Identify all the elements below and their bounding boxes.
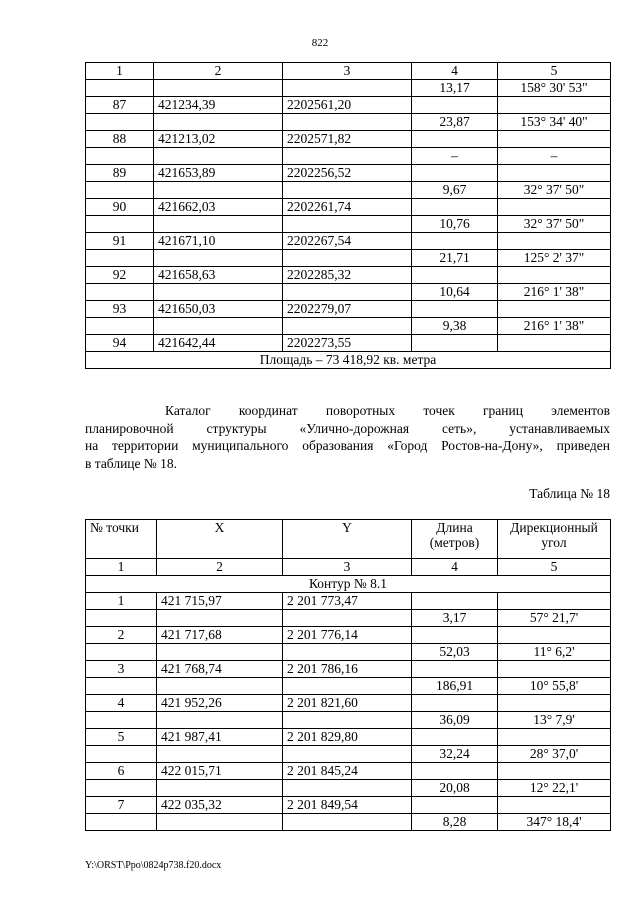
table-cell: 421671,10: [154, 233, 283, 250]
table-cell: 421 987,41: [157, 729, 283, 746]
table-cell: [498, 763, 611, 780]
table-cell: [498, 301, 611, 318]
table-cell: 2202267,54: [283, 233, 412, 250]
table-cell: 52,03: [412, 644, 498, 661]
table-row: [86, 661, 611, 678]
table-cell: [412, 97, 498, 114]
table-cell: [498, 97, 611, 114]
table-cell: 421658,63: [154, 267, 283, 284]
coordinates-table-continued: [85, 62, 611, 369]
table-cell: [283, 182, 412, 199]
table-cell: 421642,44: [154, 335, 283, 352]
table-cell: 4: [412, 559, 498, 576]
table-cell: 2202285,32: [283, 267, 412, 284]
table-cell: [86, 216, 154, 233]
table-row: [86, 678, 611, 695]
table-cell: [157, 610, 283, 627]
table-cell: 2202571,82: [283, 131, 412, 148]
table-cell: 21,71: [412, 250, 498, 267]
table-cell: [86, 80, 154, 97]
table-cell: 4: [86, 695, 157, 712]
table-cell: [86, 780, 157, 797]
table-cell: 421650,03: [154, 301, 283, 318]
table-row: [86, 763, 611, 780]
table-cell: 421662,03: [154, 199, 283, 216]
table-header-row: [86, 520, 611, 559]
table-cell: [498, 335, 611, 352]
table-row: [86, 335, 611, 352]
table-cell: 2: [86, 627, 157, 644]
table-cell: 9,67: [412, 182, 498, 199]
table-row: [86, 233, 611, 250]
table-cell: X: [157, 520, 283, 559]
catalog-paragraph: [85, 402, 610, 472]
table-cell: 6: [86, 763, 157, 780]
table-cell: [498, 267, 611, 284]
table-cell: 13,17: [412, 80, 498, 97]
table-cell: 1: [86, 593, 157, 610]
table-cell: 89: [86, 165, 154, 182]
table-cell: 2 201 773,47: [283, 593, 412, 610]
table-row: [86, 797, 611, 814]
table-cell: 57° 21,7': [498, 610, 611, 627]
table-cell: 5: [86, 729, 157, 746]
table-row: [86, 610, 611, 627]
table-row: [86, 182, 611, 199]
table-cell: 9,38: [412, 318, 498, 335]
table-cell: [283, 746, 412, 763]
table-cell: 87: [86, 97, 154, 114]
table-cell: [412, 267, 498, 284]
table-row: [86, 165, 611, 182]
table-cell: 92: [86, 267, 154, 284]
table-cell: 2202273,55: [283, 335, 412, 352]
table-cell: [498, 165, 611, 182]
table-cell: [86, 610, 157, 627]
table-row: [86, 318, 611, 335]
paragraph-line: в таблице № 18.: [85, 455, 178, 471]
table-cell: [157, 678, 283, 695]
table-cell: [283, 148, 412, 165]
table-cell: 23,87: [412, 114, 498, 131]
table-row: [86, 780, 611, 797]
table-cell: Контур № 8.1: [86, 576, 611, 593]
table-cell: [154, 148, 283, 165]
table-cell: 20,08: [412, 780, 498, 797]
table-cell: [412, 335, 498, 352]
coordinates-table-18: [85, 519, 611, 831]
table-cell: –: [412, 148, 498, 165]
table-cell: [154, 284, 283, 301]
table-cell: [498, 695, 611, 712]
table-header-row: [86, 63, 611, 80]
table-cell: 3: [283, 63, 412, 80]
table-cell: [154, 216, 283, 233]
table-cell: 1: [86, 63, 154, 80]
table-cell: [154, 182, 283, 199]
table-row: [86, 199, 611, 216]
table-cell: [412, 797, 498, 814]
table-cell: 32° 37' 50": [498, 216, 611, 233]
table-cell: [86, 318, 154, 335]
area-row: [86, 352, 611, 369]
table-cell: 2202261,74: [283, 199, 412, 216]
table-cell: 36,09: [412, 712, 498, 729]
table-cell: 2 201 786,16: [283, 661, 412, 678]
table-cell: [86, 250, 154, 267]
table-cell: 2 201 829,80: [283, 729, 412, 746]
table-row: [86, 695, 611, 712]
table-cell: [498, 627, 611, 644]
table-cell: 12° 22,1': [498, 780, 611, 797]
table-cell: 421 768,74: [157, 661, 283, 678]
table-cell: 2 201 849,54: [283, 797, 412, 814]
table-cell: [283, 814, 412, 831]
table-cell: [412, 301, 498, 318]
table-cell: 8,28: [412, 814, 498, 831]
table-cell: [412, 627, 498, 644]
table-cell: 421234,39: [154, 97, 283, 114]
table-cell: 2202279,07: [283, 301, 412, 318]
table-cell: 2202561,20: [283, 97, 412, 114]
table-cell: 216° 1' 38": [498, 284, 611, 301]
table-row: [86, 216, 611, 233]
file-path-footer: Y:\ORST\Ppo\0824p738.f20.docx: [85, 860, 222, 871]
table-cell: 153° 34' 40": [498, 114, 611, 131]
table-cell: 32,24: [412, 746, 498, 763]
table-cell: [86, 644, 157, 661]
table-cell: 2202256,52: [283, 165, 412, 182]
table-cell: 421213,02: [154, 131, 283, 148]
table-row: [86, 80, 611, 97]
table-cell: [154, 250, 283, 267]
table-cell: [86, 182, 154, 199]
table-cell: [283, 80, 412, 97]
table-cell: [86, 746, 157, 763]
table-row: [86, 267, 611, 284]
table-cell: 421 952,26: [157, 695, 283, 712]
table-cell: [283, 678, 412, 695]
table-cell: [498, 729, 611, 746]
table-cell: [154, 318, 283, 335]
table-row: [86, 729, 611, 746]
table-cell: 4: [412, 63, 498, 80]
table-cell: 10,64: [412, 284, 498, 301]
table-cell: [412, 661, 498, 678]
table-cell: 2 201 776,14: [283, 627, 412, 644]
table-cell: [283, 216, 412, 233]
contour-row: [86, 576, 611, 593]
table-row: [86, 593, 611, 610]
table-cell: [157, 644, 283, 661]
table-cell: [283, 780, 412, 797]
table-cell: № точки: [86, 520, 157, 559]
table-row: [86, 627, 611, 644]
table-cell: [283, 644, 412, 661]
table-cell: 13° 7,9': [498, 712, 611, 729]
table-cell: [498, 661, 611, 678]
table-cell: 186,91: [412, 678, 498, 695]
table-cell: [498, 131, 611, 148]
table-cell: 421 715,97: [157, 593, 283, 610]
table-cell: [86, 678, 157, 695]
table-row: [86, 131, 611, 148]
page-number: 822: [311, 37, 329, 49]
table-cell: 3: [283, 559, 412, 576]
table-row: [86, 284, 611, 301]
table-cell: [157, 746, 283, 763]
table-cell: 3: [86, 661, 157, 678]
table-cell: 91: [86, 233, 154, 250]
table-cell: [283, 284, 412, 301]
table-cell: [412, 729, 498, 746]
table-cell: [498, 233, 611, 250]
table-cell: 32° 37' 50": [498, 182, 611, 199]
table-cell: 10,76: [412, 216, 498, 233]
table-cell: [154, 114, 283, 131]
table-cell: [498, 593, 611, 610]
table-cell: [283, 610, 412, 627]
table-cell: 125° 2' 37": [498, 250, 611, 267]
table-cell: Дирекционный угол: [498, 520, 611, 559]
paragraph-line: Каталог координат поворотных точек границ элементов: [165, 403, 610, 418]
table-cell: 7: [86, 797, 157, 814]
table-cell: [412, 165, 498, 182]
paragraph-line: планировочной структуры «Улично-дорожная сеть», устанавливаемых: [85, 420, 610, 436]
table-cell: Площадь – 73 418,92 кв. метра: [86, 352, 611, 369]
table-cell: 88: [86, 131, 154, 148]
table-cell: [157, 814, 283, 831]
table-cell: [86, 712, 157, 729]
table-row: [86, 250, 611, 267]
table-cell: 11° 6,2': [498, 644, 611, 661]
table-caption: Таблица № 18: [529, 486, 610, 501]
table-cell: 2 201 845,24: [283, 763, 412, 780]
table-cell: [86, 114, 154, 131]
table-row: [86, 644, 611, 661]
table-cell: [86, 148, 154, 165]
table-cell: 216° 1' 38": [498, 318, 611, 335]
table-cell: [157, 780, 283, 797]
table-cell: [498, 199, 611, 216]
table-cell: Длина (метров): [412, 520, 498, 559]
table-cell: 422 035,32: [157, 797, 283, 814]
table-cell: [154, 80, 283, 97]
table-cell: [86, 814, 157, 831]
table-cell: 158° 30' 53": [498, 80, 611, 97]
table-cell: 422 015,71: [157, 763, 283, 780]
table-cell: [283, 114, 412, 131]
table-cell: Y: [283, 520, 412, 559]
table-cell: [412, 763, 498, 780]
table-cell: [412, 695, 498, 712]
table-cell: 1: [86, 559, 157, 576]
table-cell: [498, 797, 611, 814]
table-cell: [412, 233, 498, 250]
table-cell: 5: [498, 559, 611, 576]
column-number-row: [86, 559, 611, 576]
table-cell: [86, 284, 154, 301]
table-cell: [283, 712, 412, 729]
table-cell: 2: [154, 63, 283, 80]
table-cell: 3,17: [412, 610, 498, 627]
table-cell: 347° 18,4': [498, 814, 611, 831]
table-cell: 94: [86, 335, 154, 352]
table-row: [86, 814, 611, 831]
table-cell: –: [498, 148, 611, 165]
table-row: [86, 712, 611, 729]
table-cell: 90: [86, 199, 154, 216]
table-row: [86, 746, 611, 763]
table-cell: [412, 593, 498, 610]
table-cell: [412, 199, 498, 216]
table-cell: 421653,89: [154, 165, 283, 182]
table-cell: [412, 131, 498, 148]
table-cell: 2: [157, 559, 283, 576]
paragraph-line: на территории муниципального образования «Город Ростов-на-Дону», приведен: [85, 438, 610, 453]
table-cell: 10° 55,8': [498, 678, 611, 695]
table-row: [86, 301, 611, 318]
table-cell: [283, 250, 412, 267]
table-row: [86, 114, 611, 131]
table-cell: 93: [86, 301, 154, 318]
table-row: [86, 97, 611, 114]
table-cell: 28° 37,0': [498, 746, 611, 763]
table-cell: [157, 712, 283, 729]
table-row: [86, 148, 611, 165]
table-cell: 421 717,68: [157, 627, 283, 644]
table-cell: 2 201 821,60: [283, 695, 412, 712]
table-cell: [283, 318, 412, 335]
table-cell: 5: [498, 63, 611, 80]
